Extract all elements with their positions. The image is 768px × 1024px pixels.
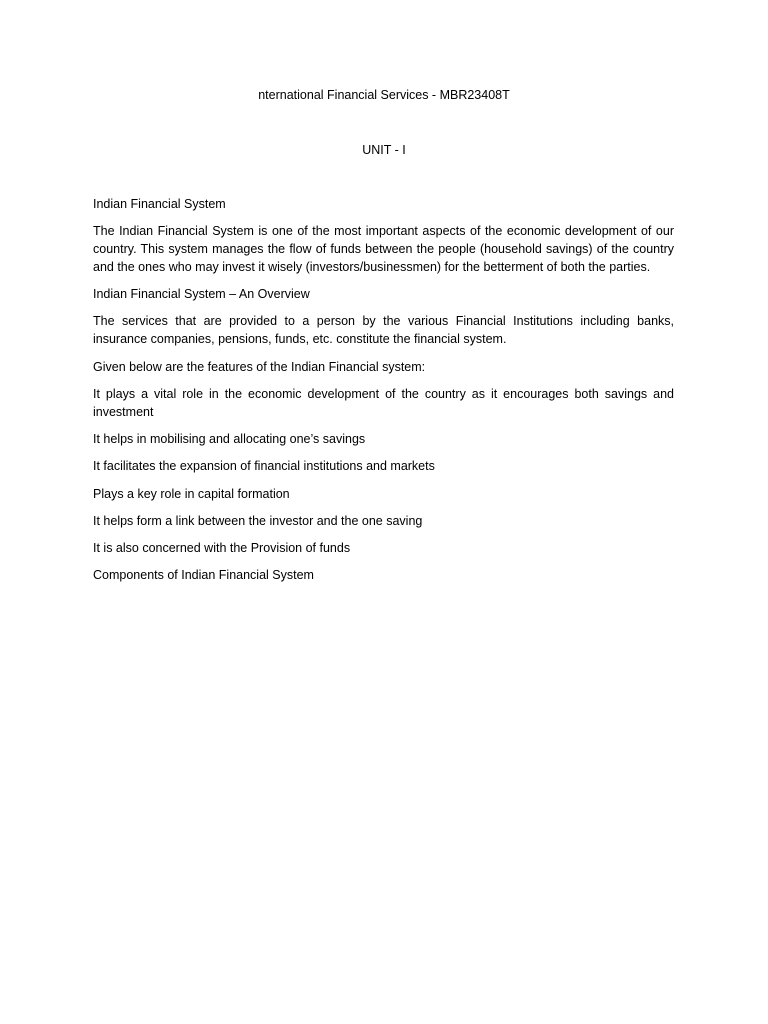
section-heading-indian-financial-system: Indian Financial System <box>93 197 226 211</box>
feature-item: It helps in mobilising and allocating one’s savings <box>93 431 366 446</box>
document-header: nternational Financial Services - MBR23408T <box>258 88 510 102</box>
paragraph-introduction: The Indian Financial System is one of the most important aspects of the economic development of our country. This system manages the flow of funds between the people (household savings) of the country and the ones who may invest it wisely (investors/businessmen) for the betterment of both the parties. <box>93 224 674 274</box>
features-intro: Given below are the features of the Indian Financial system: <box>93 359 426 374</box>
section-heading-overview: Indian Financial System – An Overview <box>93 287 310 302</box>
paragraph-overview: The services that are provided to a person by the various Financial Institutions including banks, insurance companies, pensions, funds, etc. constitute the financial system. <box>93 314 674 347</box>
feature-item: It is also concerned with the Provision of funds <box>93 541 351 556</box>
feature-item: Plays a key role in capital formation <box>93 486 290 501</box>
document-body <box>93 196 674 595</box>
feature-item: It plays a vital role in the economic development of the country as it encourages both savings and investment <box>93 386 674 419</box>
unit-heading: UNIT - I <box>362 143 406 157</box>
feature-item: It helps form a link between the investor and the one saving <box>93 513 423 528</box>
section-heading-components: Components of Indian Financial System <box>93 568 314 583</box>
feature-item: It facilitates the expansion of financial institutions and markets <box>93 459 435 474</box>
